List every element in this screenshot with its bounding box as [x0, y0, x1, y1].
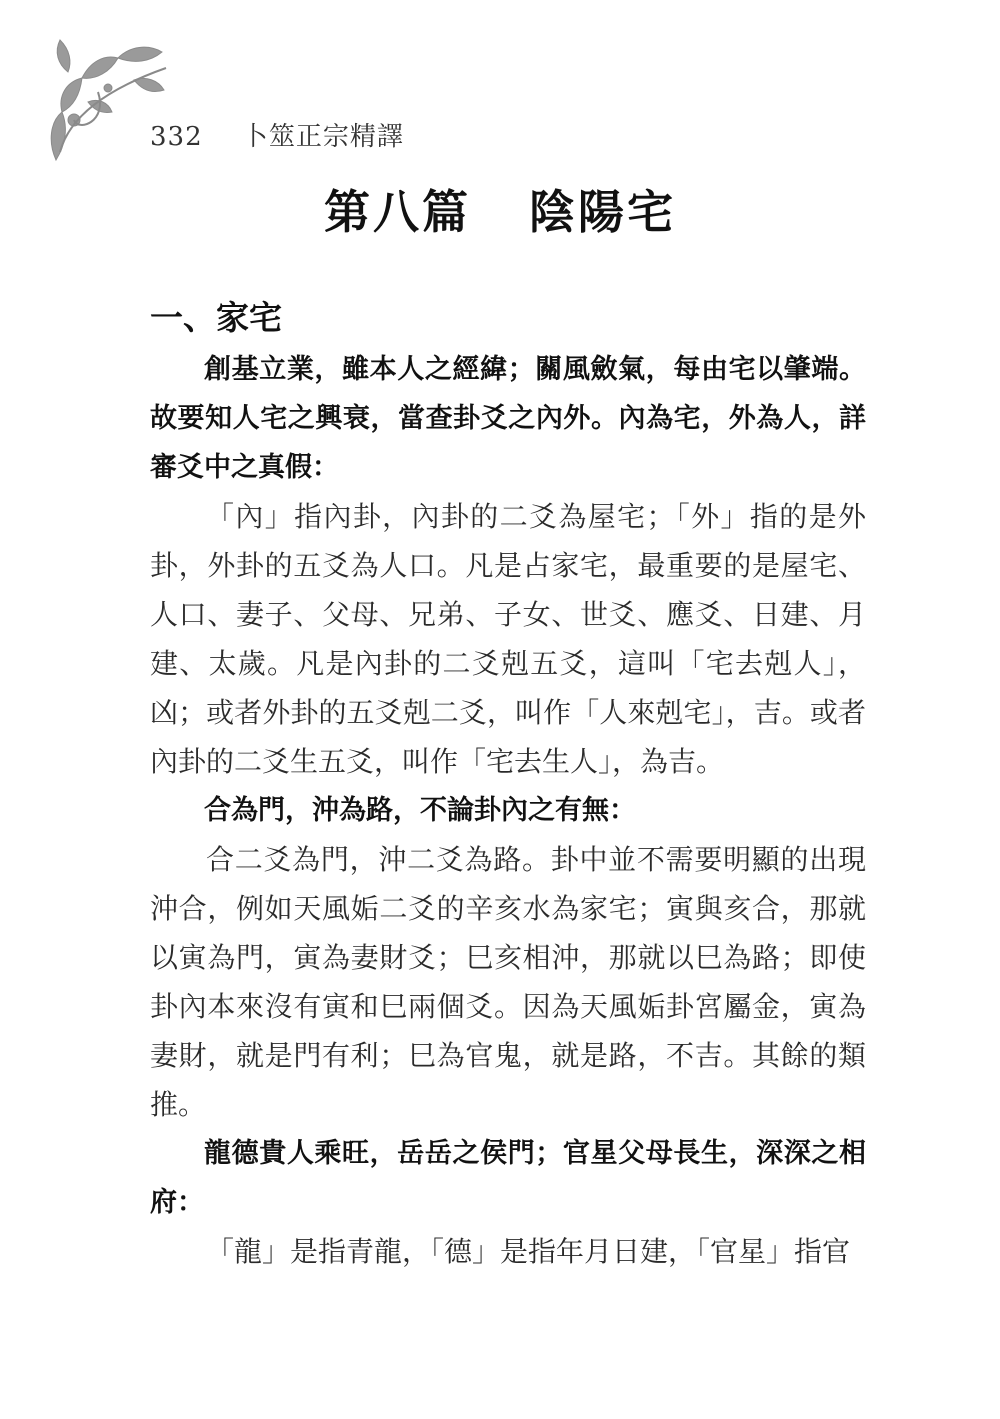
- classic-verse: 龍德貴人乘旺，岳岳之侯門；官星父母長生，深深之相府：: [150, 1138, 866, 1218]
- commentary-paragraph: 合二爻為門，沖二爻為路。卦中並不需要明顯的出現沖合，例如天風姤二爻的辛亥水為家宅；寅與亥合，那就以寅為門，寅為妻財爻；巳亥相沖，那就以巳為路；即使卦內本來沒有寅和巳兩個爻。因為天風姤卦宮屬金，寅為妻財，就是門有利；巳為官鬼，就是路，不吉。其餘的類推。: [150, 843, 866, 1121]
- section-heading: 一、家宅: [150, 298, 282, 337]
- chapter-title: [0, 176, 1000, 242]
- body-text: [150, 345, 866, 1276]
- running-head: [150, 116, 404, 153]
- commentary-paragraph: 「龍」是指青龍，「德」是指年月日建，「官星」指官: [206, 1235, 851, 1268]
- chapter-label: 第八篇: [324, 185, 471, 239]
- page-number: 332: [150, 122, 203, 152]
- classic-verse: 合為門，沖為路，不論卦內之有無：: [204, 795, 636, 826]
- book-title: 卜筮正宗精譯: [241, 122, 404, 152]
- classic-verse: 創基立業，雖本人之經緯；關風斂氣，每由宅以肇端。故要知人宅之興衰，當查卦爻之內外。內為宅，外為人，詳審爻中之真假：: [150, 354, 866, 483]
- chapter-name: 陰陽宅: [529, 185, 676, 239]
- commentary-paragraph: 「內」指內卦，內卦的二爻為屋宅；「外」指的是外卦，外卦的五爻為人口。凡是占家宅，最重要的是屋宅、人口、妻子、父母、兄弟、子女、世爻、應爻、日建、月建、太歲。凡是內卦的二爻剋五爻，這叫「宅去剋人」，凶；或者外卦的五爻剋二爻，叫作「人來剋宅」，吉。或者內卦的二爻生五爻，叫作「宅去生人」，為吉。: [150, 500, 866, 778]
